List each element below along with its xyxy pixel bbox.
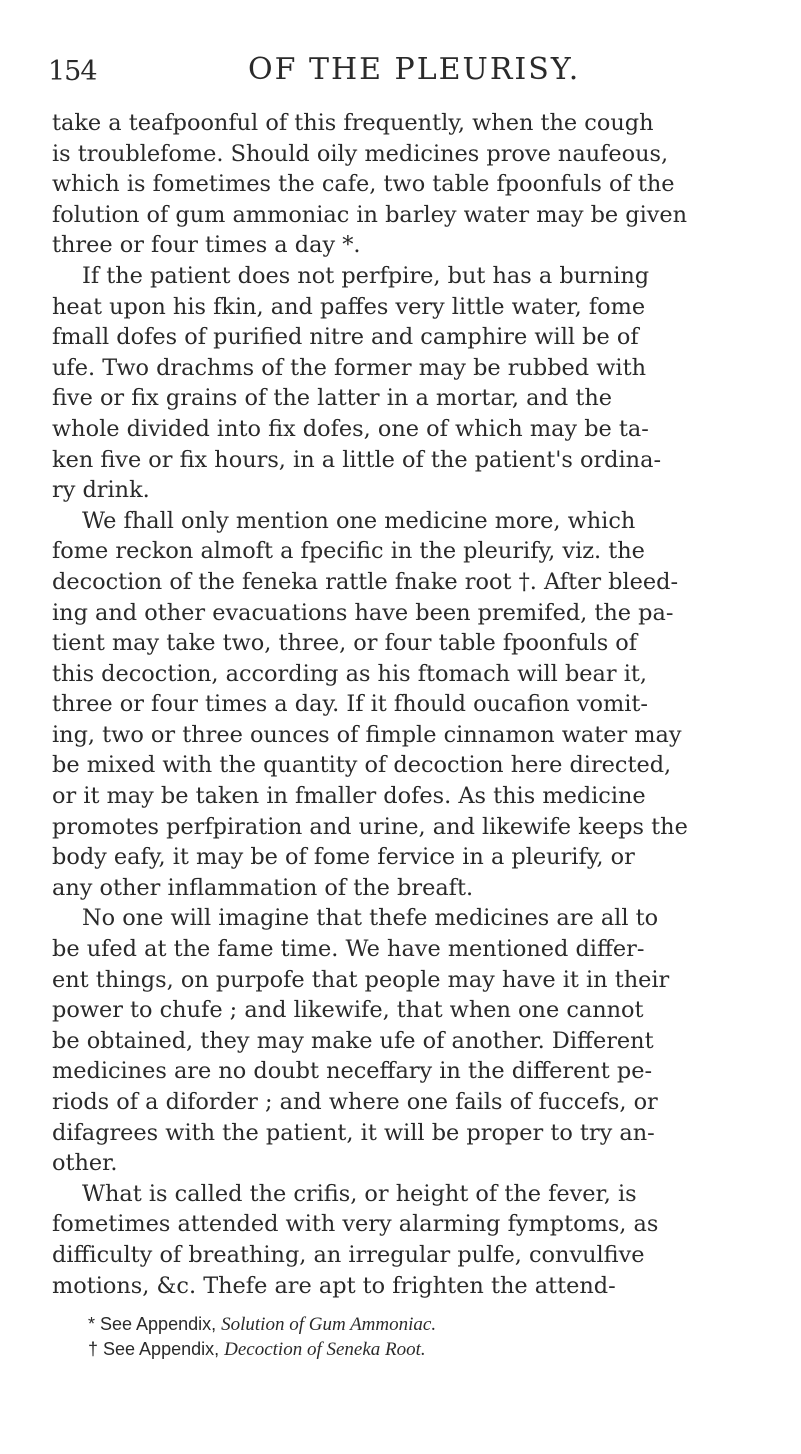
text-line: riods of a diforder ; and where one fails of fuccefs, or (52, 1089, 658, 1115)
text-line: other. (52, 1150, 118, 1177)
text-line: be ufed at the fame time. We have mentioned differ- (52, 936, 645, 963)
text-line: difficulty of breathing, an irregular pulfe, convulfive (52, 1241, 645, 1268)
text-line: be obtained, they may make ufe of another. Different (52, 1027, 654, 1054)
text-line: take a teafpoonful of this frequently, when the cough (52, 110, 654, 136)
running-head: OF THE PLEURISY. (248, 52, 581, 87)
text-line: ent things, on purpofe that people may have it in their (52, 966, 670, 993)
footnote (88, 1337, 738, 1362)
text-line: this decoction, according as his ftomach will bear it, (52, 660, 647, 687)
footnote-marker: † See Appendix, (88, 1339, 225, 1359)
text-line: medicines are no doubt neceffary in the different pe- (52, 1058, 653, 1085)
footnote (88, 1312, 738, 1337)
text-line: body eafy, it may be of fome fervice in a pleurify, or (52, 844, 635, 871)
text-line: folution of gum ammoniac in barley water may be given (52, 201, 688, 228)
text-line: heat upon his fkin, and paffes very little water, fome (52, 293, 646, 320)
text-line: be mixed with the quantity of decoction here directed, (52, 752, 672, 779)
text-line: tient may take two, three, or four table fpoonfuls of (52, 630, 638, 657)
text-line: three or four times a day. If it fhould oucafion vomit- (52, 691, 648, 718)
text-line: fmall dofes of purified nitre and camphire will be of (52, 324, 639, 351)
text-line: which is fometimes the cafe, two table fpoonfuls of the (52, 171, 675, 198)
text-line: ry drink. (52, 477, 150, 504)
text-line: three or four times a day *. (52, 232, 361, 259)
text-line: is troublefome. Should oily medicines prove naufeous, (52, 140, 669, 167)
text-line: ufe. Two drachms of the former may be rubbed with (52, 354, 647, 381)
footnotes (88, 1312, 738, 1362)
text-line: ing and other evacuations have been premifed, the pa- (52, 599, 674, 626)
text-line: fometimes attended with very alarming fymptoms, as (52, 1211, 659, 1238)
text-line: We fhall only mention one medicine more, which (82, 507, 636, 534)
footnote-title: Decoction of Seneka Root. (224, 1339, 426, 1360)
text-line: ing, two or three ounces of fimple cinnamon water may (52, 721, 682, 748)
text-line: power to chufe ; and likewife, that when one cannot (52, 997, 644, 1024)
text-line: whole divided into fix dofes, one of which may be ta- (52, 415, 649, 442)
text-line: or it may be taken in fmaller dofes. As this medicine (52, 783, 646, 810)
text-line: No one will imagine that thefe medicines are all to (82, 905, 659, 932)
text-line: ken five or fix hours, in a little of the patient's ordina- (52, 446, 662, 473)
text-line: any other inflammation of the breaft. (52, 874, 474, 901)
footnote-title: Solution of Gum Ammoniac. (221, 1314, 437, 1335)
page-header (48, 52, 748, 92)
text-line: difagrees with the patient, it will be proper to try an- (52, 1119, 655, 1146)
body-text (52, 108, 758, 1301)
text-line: motions, &c. Thefe are apt to frighten the attend- (52, 1272, 616, 1299)
footnote-marker: * See Appendix, (88, 1314, 222, 1334)
text-line: five or fix grains of the latter in a mortar, and the (52, 385, 613, 412)
text-line: decoction of the feneka rattle fnake root †. After bleed- (52, 568, 679, 595)
text-line: What is called the crifis, or height of the fever, is (82, 1180, 637, 1207)
text-line: promotes perfpiration and urine, and likewife keeps the (52, 813, 688, 840)
text-line: fome reckon almoft a fpecific in the pleurify, viz. the (52, 538, 645, 565)
text-line: If the patient does not perfpire, but has a burning (82, 262, 650, 289)
page-number: 154 (48, 56, 97, 87)
